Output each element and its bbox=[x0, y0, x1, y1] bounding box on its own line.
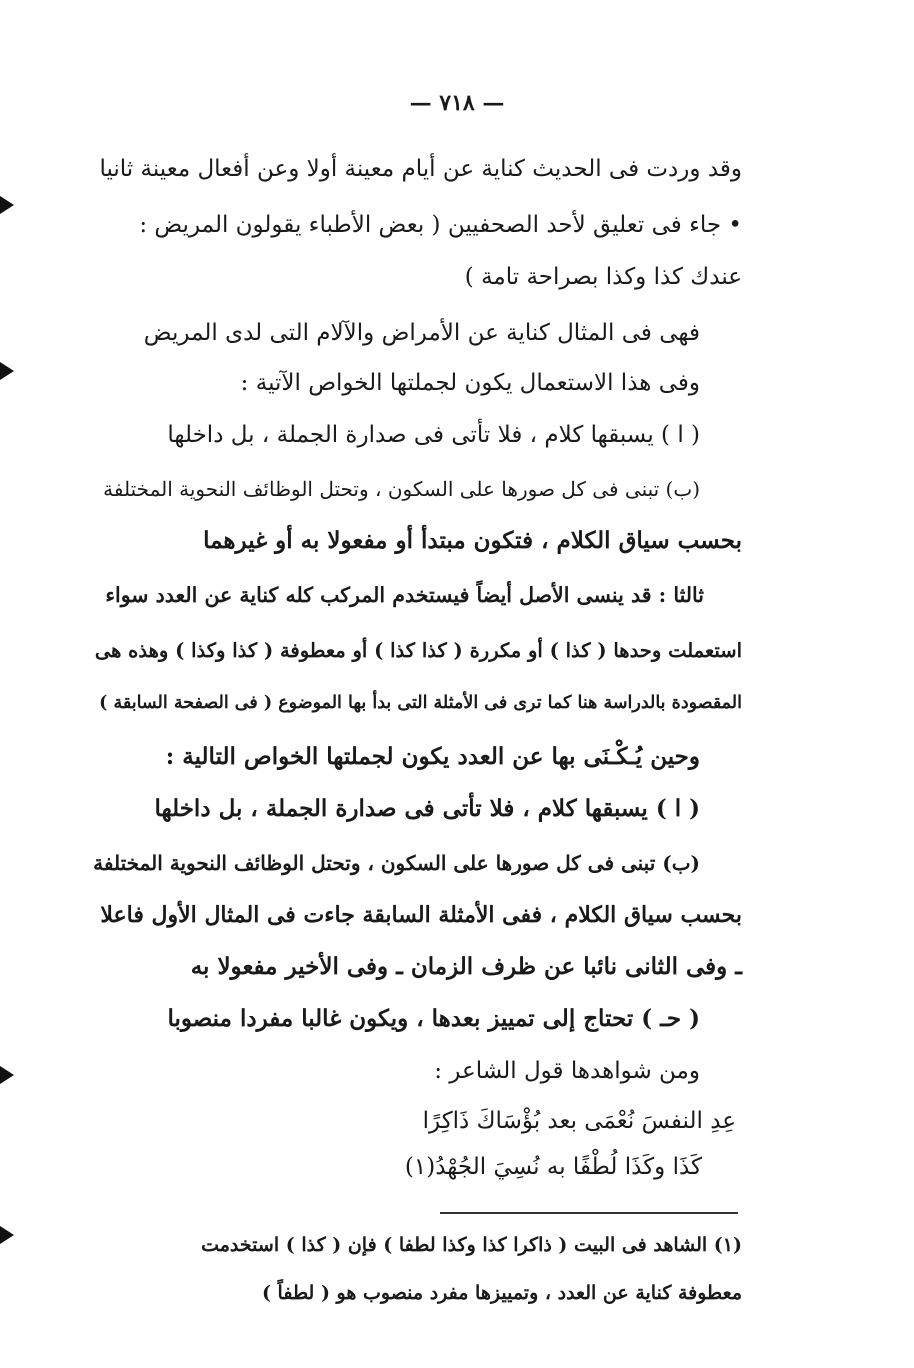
page-number: — ٧١٨ — bbox=[409, 90, 505, 116]
text-line-12: وحين يُـكْـنَى بها عن العدد يكون لجملتها الخواص التالية : bbox=[165, 743, 700, 770]
text-line-2: • جاء فى تعليق لأحد الصحفيين ( بعض الأطباء يقولون المريض : bbox=[139, 212, 742, 238]
text-line-17: ( حـ ) تحتاج إلى تمييز بعدها ، ويكون غالبا مفردا منصوبا bbox=[167, 1005, 700, 1032]
text-line-18: ومن شواهدها قول الشاعر : bbox=[434, 1058, 700, 1084]
text-line-8: بحسب سياق الكلام ، فتكون مبتدأ أو مفعولا به أو غيرهما bbox=[203, 527, 742, 554]
text-line-5: وفى هذا الاستعمال يكون لجملتها الخواص الآتية : bbox=[240, 370, 700, 396]
margin-mark bbox=[0, 1066, 14, 1084]
text-line-16: ـ وفى الثانى نائبا عن ظرف الزمان ـ وفى الأخير مفعولا به bbox=[190, 953, 742, 980]
footnote-line-2: معطوفة كناية عن العدد ، وتمييزها مفرد منصوب هو ( لطفاً ) bbox=[261, 1282, 742, 1304]
text-line-13: ( ا ) يسبقها كلام ، فلا تأتى فى صدارة الجملة ، بل داخلها bbox=[154, 795, 700, 822]
verse-line-2: كَذَا وكَذَا لُطْفًا به نُسِيَ الجُهْدُ(١) bbox=[404, 1154, 702, 1180]
margin-mark bbox=[0, 196, 14, 214]
text-line-10: استعملت وحدها ( كذا ) أو مكررة ( كذا كذا ) أو معطوفة ( كذا وكذا ) وهذه هى bbox=[94, 639, 742, 662]
text-line-11: المقصودة بالدراسة هنا كما ترى فى الأمثلة التى بدأ بها الموضوع ( فى الصفحة السابقة ) bbox=[99, 693, 742, 713]
text-line-4: فهى فى المثال كناية عن الأمراض والآلام التى لدى المريض bbox=[143, 320, 700, 346]
footnote-separator bbox=[440, 1212, 738, 1214]
margin-mark bbox=[0, 1226, 14, 1244]
footnote-line-1: (١) الشاهد فى البيت ( ذاكرا كذا وكذا لطفا ) فإن ( كذا ) استخدمت bbox=[201, 1234, 742, 1256]
text-line-7: (ب) تبنى فى كل صورها على السكون ، وتحتل الوظائف النحوية المختلفة bbox=[103, 477, 700, 501]
text-line-14: (ب) تبنى فى كل صورها على السكون ، وتحتل الوظائف النحوية المختلفة bbox=[93, 851, 700, 875]
text-line-15: بحسب سياق الكلام ، ففى الأمثلة السابقة جاءت فى المثال الأول فاعلا bbox=[100, 902, 742, 928]
margin-mark bbox=[0, 362, 14, 380]
text-line-6: ( ا ) يسبقها كلام ، فلا تأتى فى صدارة الجملة ، بل داخلها bbox=[167, 422, 700, 448]
text-line-3: عندك كذا وكذا بصراحة تامة ) bbox=[464, 264, 742, 290]
text-line-1: وقد وردت فى الحديث كناية عن أيام معينة أولا وعن أفعال معينة ثانيا bbox=[99, 156, 742, 182]
verse-line-1: عِدِ النفسَ نُعْمَى بعد بُؤْسَاكَ ذَاكِرًا bbox=[422, 1108, 736, 1134]
text-line-9: ثالثا : قد ينسى الأصل أيضاً فيستخدم المركب كله كناية عن العدد سواء bbox=[105, 583, 704, 607]
